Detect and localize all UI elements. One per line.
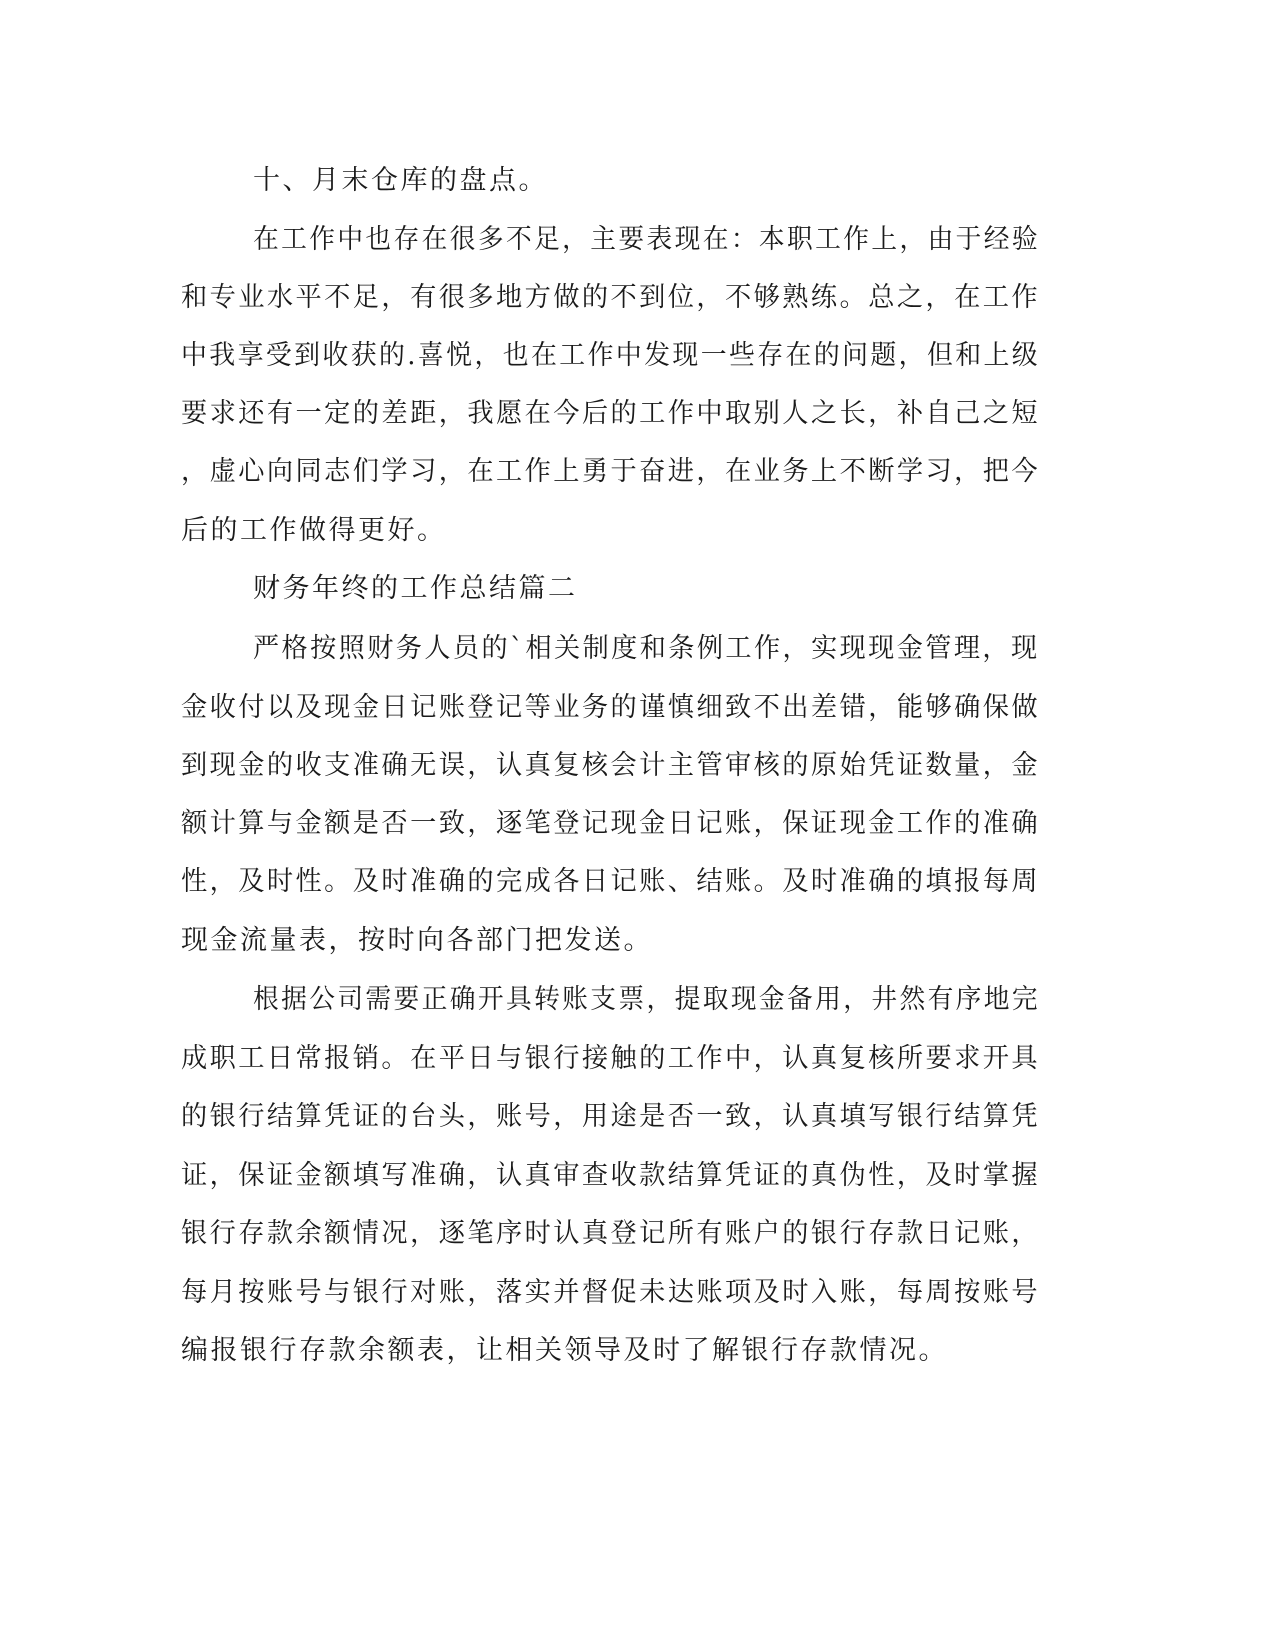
paragraph-line: 根据公司需要正确开具转账支票，提取现金备用，井然有序地完 (253, 984, 1040, 1015)
paragraph-line: 在工作中也存在很多不足，主要表现在：本职工作上，由于经验 (253, 224, 1040, 255)
paragraph-line: 中我享受到收获的.喜悦，也在工作中发现一些存在的问题，但和上级 (181, 340, 1041, 371)
paragraph-line: 要求还有一定的差距，我愿在今后的工作中取别人之长，补自己之短 (181, 398, 1040, 429)
paragraph-line: 银行存款余额情况，逐笔序时认真登记所有账户的银行存款日记账， (181, 1218, 1040, 1249)
paragraph-line: 的银行结算凭证的台头，账号，用途是否一致，认真填写银行结算凭 (181, 1101, 1040, 1132)
paragraph-line: 和专业水平不足，有很多地方做的不到位，不够熟练。总之，在工作 (181, 282, 1040, 313)
paragraph-line: 到现金的收支准确无误，认真复核会计主管审核的原始凭证数量，金 (181, 750, 1040, 781)
line-section-ten: 十、月末仓库的盘点。 (253, 165, 548, 196)
paragraph-line: 每月按账号与银行对账，落实并督促未达账项及时入账，每周按账号 (181, 1277, 1040, 1308)
paragraph-line: 证，保证金额填写准确，认真审查收款结算凭证的真伪性，及时掌握 (181, 1160, 1040, 1191)
paragraph-line: 金收付以及现金日记账登记等业务的谨慎细致不出差错，能够确保做 (181, 692, 1040, 723)
paragraph-line: ，虚心向同志们学习，在工作上勇于奋进，在业务上不断学习，把今 (181, 456, 1040, 487)
paragraph-line: 后的工作做得更好。 (181, 515, 447, 546)
paragraph-line: 额计算与金额是否一致，逐笔登记现金日记账，保证现金工作的准确 (181, 808, 1040, 839)
paragraph-line: 编报银行存款余额表，让相关领导及时了解银行存款情况。 (181, 1335, 948, 1366)
paragraph-line: 现金流量表，按时向各部门把发送。 (181, 925, 653, 956)
paragraph-line: 严格按照财务人员的`相关制度和条例工作，实现现金管理，现 (253, 633, 1040, 664)
paragraph-line: 性，及时性。及时准确的完成各日记账、结账。及时准确的填报每周 (181, 866, 1040, 897)
section-heading: 财务年终的工作总结篇二 (253, 573, 578, 604)
paragraph-line: 成职工日常报销。在平日与银行接触的工作中，认真复核所要求开具 (181, 1043, 1040, 1074)
